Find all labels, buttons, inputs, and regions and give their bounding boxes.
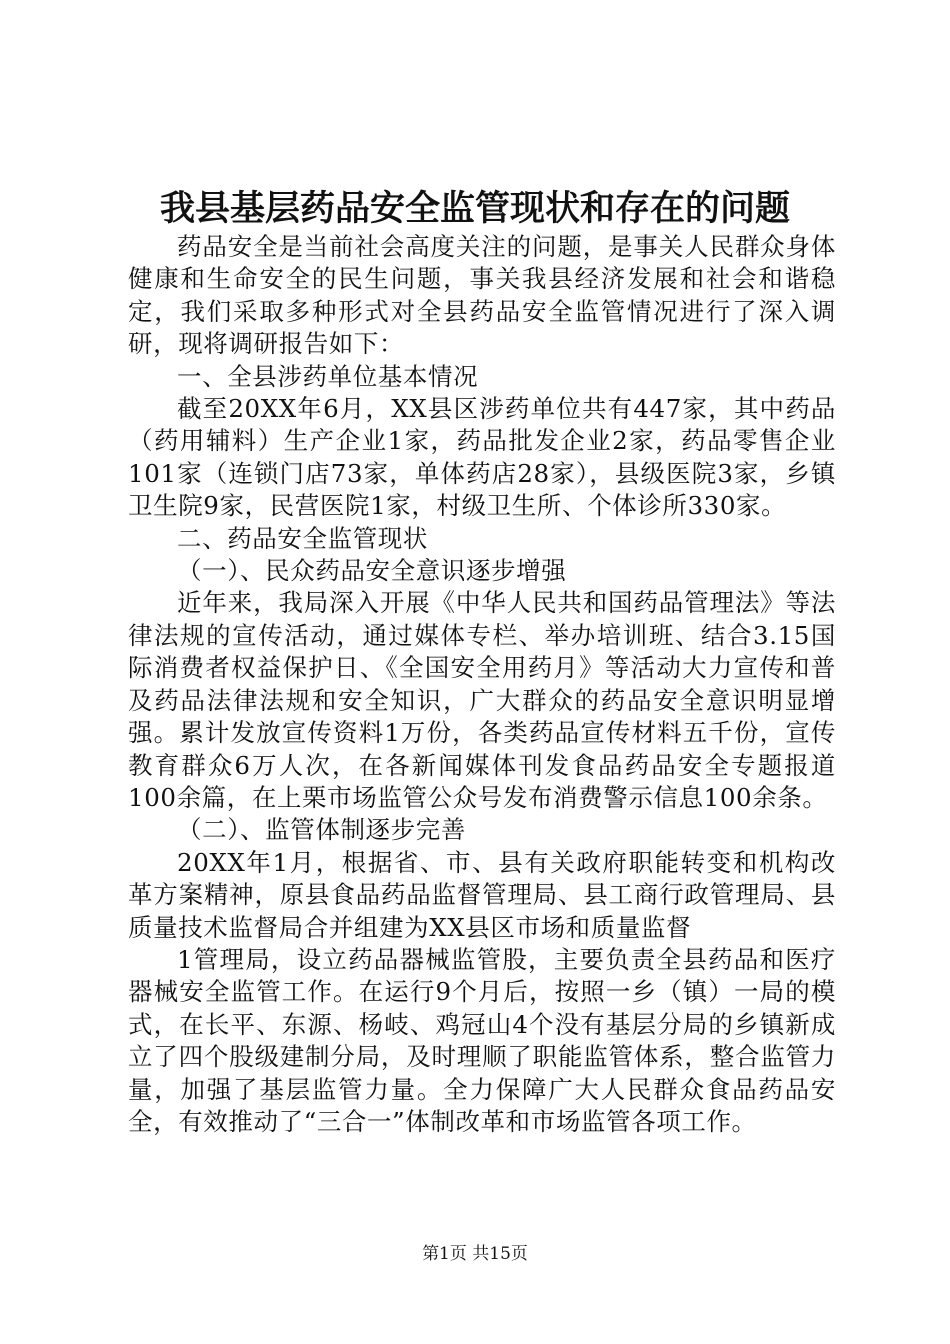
subsection-heading-1: （一）、民众药品安全意识逐步增强 — [177, 556, 567, 586]
subsection-heading-2: （二）、监管体制逐步完善 — [177, 815, 466, 845]
document-body — [128, 231, 836, 1138]
section-heading-1: 一、全县涉药单位基本情况 — [177, 361, 479, 391]
document-title: 我县基层药品安全监管现状和存在的问题 — [159, 188, 790, 229]
intro-paragraph: 药品安全是当前社会高度关注的问题，是事关人民群众身体健康和生命安全的民生问题，事关我县经济发展和社会和谐稳定，我们采取多种形式对全县药品安全监管情况进行了深入调研，现将调研报告如下： — [128, 232, 836, 359]
section-heading-2: 二、药品安全监管现状 — [177, 523, 428, 553]
system-paragraph: 20XX年1月，根据省、市、县有关政府职能转变和机构改革方案精神，原县食品药品监督管理局、县工商行政管理局、县质量技术监督局合并组建为XX县区市场和质量监督 — [128, 847, 836, 942]
awareness-paragraph: 近年来，我局深入开展《中华人民共和国药品管理法》等法律法规的宣传活动，通过媒体专栏、举办培训班、结合3.15国际消费者权益保护日、《全国安全用药月》等活动大力宣传和普及药品法律法规和安全知识，广大群众的药品安全意识明显增强。累计发放宣传资料1万份，各类药品宣传材料五千份，宣传教育群众6万人次，在各新闻媒体刊发食品药品安全专题报道100余篇，在上栗市场监管公众号发布消费警示信息100余条。 — [128, 588, 836, 812]
bureau-paragraph: 1管理局，设立药品器械监管股，主要负责全县药品和医疗器械安全监管工作。在运行9个月后，按照一乡（镇）一局的模式，在长平、东源、杨岐、鸡冠山4个没有基层分局的乡镇新成立了四个股级建制分局，及时理顺了职能监管体系，整合监管力量，加强了基层监管力量。全力保障广大人民群众食品药品安全，有效推动了“三合一”体制改革和市场监管各项工作。 — [128, 944, 836, 1136]
units-paragraph: 截至20XX年6月，XX县区涉药单位共有447家，其中药品（药用辅料）生产企业1家，药品批发企业2家，药品零售企业101家（连锁门店73家，单体药店28家），县级医院3家，乡镇卫生院9家，民营医院1家，村级卫生所、个体诊所330家。 — [128, 394, 836, 521]
page-number-footer: 第1页 共15页 — [422, 1244, 528, 1264]
